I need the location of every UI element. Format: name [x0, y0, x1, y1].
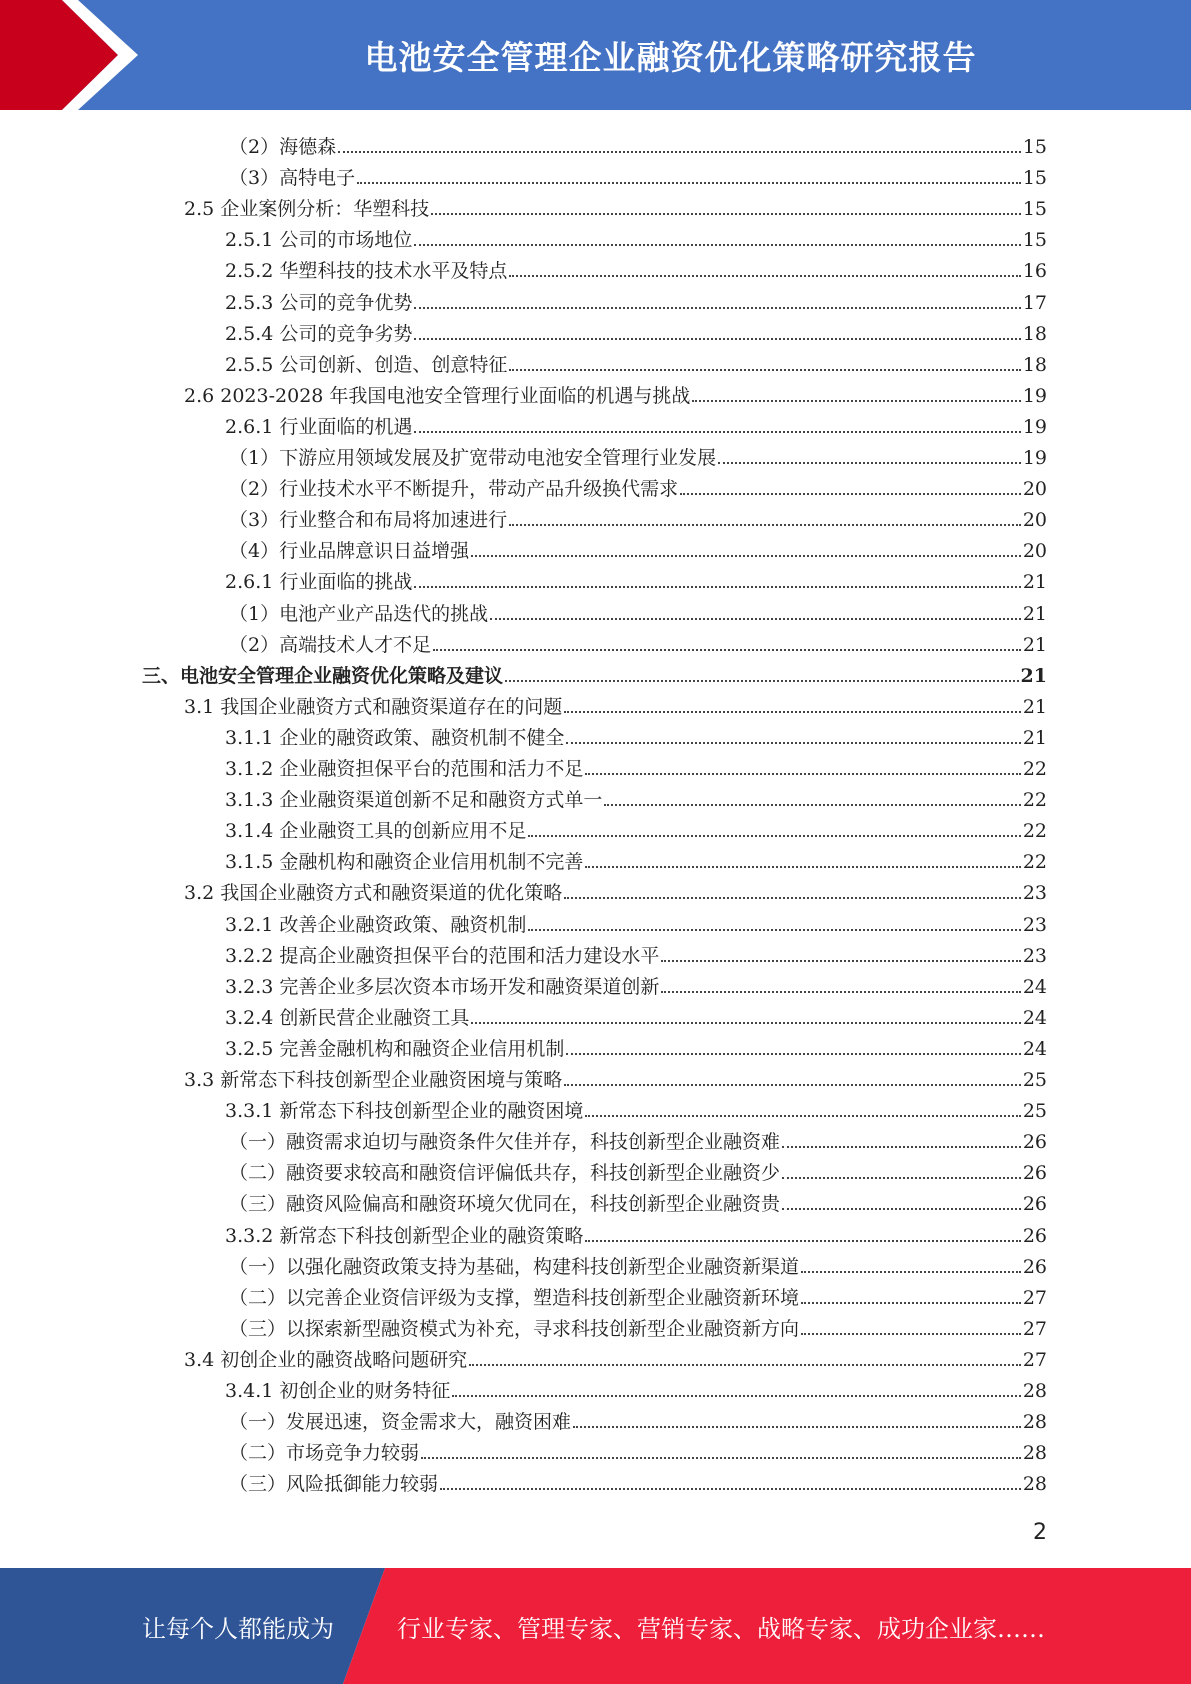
toc-entry-label: （二）融资要求较高和融资信评偏低共存，科技创新型企业融资少 [229, 1162, 781, 1185]
toc-entry-label: （一）以强化融资政策支持为基础，构建科技创新型企业融资新渠道 [229, 1255, 800, 1278]
report-title: 电池安全管理企业融资优化策略研究报告 [364, 37, 977, 77]
toc-entry[interactable] [229, 1434, 1047, 1465]
toc-entry-page: 20 [1022, 540, 1047, 563]
footer-slogan-right: 行业专家、管理专家、营销专家、战略专家、成功企业家…… [397, 1614, 1045, 1643]
toc-dot-leader [585, 773, 1020, 775]
toc-entry-page: 28 [1022, 1442, 1047, 1465]
toc-entry[interactable] [229, 501, 1047, 532]
toc-entry[interactable] [184, 1061, 1047, 1092]
toc-entry-page: 23 [1022, 913, 1047, 936]
toc-entry-page: 25 [1022, 1100, 1047, 1123]
toc-entry[interactable] [229, 1279, 1047, 1310]
toc-entry[interactable] [184, 377, 1047, 408]
toc-entry-page: 21 [1022, 726, 1047, 749]
toc-entry-page: 21 [1022, 571, 1047, 594]
toc-entry[interactable] [225, 315, 1047, 346]
toc-entry-label: （3）行业整合和布局将加速进行 [229, 509, 508, 532]
toc-entry-label: 2.5.5 公司创新、创造、创意特征 [225, 353, 508, 376]
toc-entry-page: 28 [1022, 1380, 1047, 1402]
toc-dot-leader [338, 151, 1021, 153]
toc-entry[interactable] [229, 1248, 1047, 1279]
toc-entry-page: 26 [1022, 1131, 1047, 1154]
toc-entry[interactable] [229, 532, 1047, 563]
toc-dot-leader [509, 275, 1020, 277]
toc-entry-label: （三）风险抵御能力较弱 [229, 1473, 439, 1496]
toc-entry-page: 17 [1022, 291, 1047, 314]
toc-entry-page: 21 [1020, 664, 1047, 687]
toc-entry-label: 2.5 企业案例分析：华塑科技 [184, 198, 430, 221]
toc-entry[interactable] [229, 595, 1047, 626]
toc-dot-leader [782, 1146, 1021, 1148]
toc-entry[interactable] [184, 874, 1047, 905]
toc-dot-leader [431, 213, 1021, 215]
toc-entry-page: 18 [1022, 322, 1047, 345]
toc-entry-label: 3.2.4 创新民营企业融资工具 [225, 1006, 470, 1029]
toc-entry-label: （三）融资风险偏高和融资环境欠优同在，科技创新型企业融资贵 [229, 1193, 781, 1216]
toc-entry[interactable] [229, 439, 1047, 470]
toc-dot-leader [661, 991, 1020, 993]
toc-entry-page: 16 [1022, 260, 1047, 283]
toc-entry[interactable] [225, 408, 1047, 439]
toc-entry-label: 3.1.2 企业融资担保平台的范围和活力不足 [225, 758, 584, 780]
toc-entry-page: 26 [1022, 1193, 1047, 1216]
toc-entry[interactable] [229, 470, 1047, 501]
toc-dot-leader [564, 1084, 1021, 1086]
toc-entry[interactable] [225, 563, 1047, 594]
toc-entry-page: 25 [1022, 1069, 1047, 1091]
toc-dot-leader [509, 524, 1021, 526]
toc-entry[interactable] [229, 128, 1047, 159]
toc-dot-leader [421, 1457, 1021, 1459]
toc-entry-page: 22 [1022, 789, 1047, 812]
toc-entry[interactable] [225, 906, 1047, 937]
toc-entry-page: 24 [1022, 1006, 1047, 1029]
toc-dot-leader [585, 866, 1020, 868]
toc-entry[interactable] [229, 626, 1047, 657]
toc-entry-label: 3.3.1 新常态下科技创新型企业的融资困境 [225, 1100, 584, 1123]
toc-entry-label: 3.1.3 企业融资渠道创新不足和融资方式单一 [225, 789, 603, 812]
toc-dot-leader [585, 1115, 1020, 1117]
toc-dot-leader [801, 1302, 1021, 1304]
toc-entry-page: 28 [1022, 1411, 1047, 1434]
toc-entry-label: 3.4.1 初创企业的财务特征 [225, 1380, 451, 1402]
toc-entry-page: 15 [1022, 167, 1047, 190]
toc-entry-page: 19 [1022, 384, 1047, 407]
footer-slogan-left: 让每个人都能成为 [142, 1614, 334, 1643]
header-arrow-icon [0, 0, 160, 110]
toc-entry[interactable] [225, 781, 1047, 812]
page-header [0, 0, 1191, 110]
toc-dot-leader [566, 742, 1020, 744]
toc-entry[interactable] [184, 190, 1047, 221]
toc-dot-leader [661, 960, 1020, 962]
toc-entry[interactable] [184, 1341, 1047, 1372]
toc-entry-label: 2.5.2 华塑科技的技术水平及特点 [225, 260, 508, 283]
toc-dot-leader [680, 493, 1021, 495]
toc-dot-leader [528, 835, 1020, 837]
toc-entry[interactable] [229, 1465, 1047, 1496]
toc-entry-page: 19 [1022, 415, 1047, 438]
toc-entry[interactable] [225, 999, 1047, 1030]
toc-entry-page: 15 [1022, 198, 1047, 221]
toc-dot-leader [440, 1488, 1021, 1490]
toc-entry-page: 27 [1022, 1286, 1047, 1309]
toc-entry[interactable] [229, 1310, 1047, 1341]
toc-dot-leader [566, 1053, 1020, 1055]
toc-entry[interactable] [225, 968, 1047, 999]
toc-entry-label: （2）行业技术水平不断提升，带动产品升级换代需求 [229, 478, 679, 501]
toc-dot-leader [782, 1177, 1021, 1179]
toc-entry-label: 3.2.5 完善金融机构和融资企业信用机制 [225, 1037, 565, 1060]
toc-entry-label: （2）海德森 [229, 136, 337, 158]
toc-entry-label: 3.2.1 改善企业融资政策、融资机制 [225, 913, 527, 936]
toc-entry-label: 3.2.2 提高企业融资担保平台的范围和活力建设水平 [225, 944, 660, 967]
toc-entry-page: 28 [1022, 1473, 1047, 1496]
toc-entry-page: 26 [1022, 1162, 1047, 1185]
toc-entry-label: 3.3.2 新常态下科技创新型企业的融资策略 [225, 1224, 584, 1247]
toc-entry-label: 2.5.4 公司的竞争劣势 [225, 322, 413, 345]
toc-entry[interactable] [225, 221, 1047, 252]
toc-entry-page: 23 [1022, 944, 1047, 967]
toc-entry-label: 3.3 新常态下科技创新型企业融资困境与策略 [184, 1069, 563, 1091]
toc-entry-page: 24 [1022, 975, 1047, 998]
toc-entry[interactable] [142, 657, 1047, 688]
toc-dot-leader [528, 929, 1020, 931]
toc-dot-leader [414, 307, 1020, 309]
toc-dot-leader [801, 1333, 1021, 1335]
toc-dot-leader [564, 897, 1021, 899]
toc-entry-page: 21 [1022, 633, 1047, 656]
toc-dot-leader [357, 182, 1021, 184]
toc-dot-leader [471, 555, 1021, 557]
toc-dot-leader [452, 1395, 1020, 1397]
toc-entry-page: 21 [1022, 695, 1047, 718]
toc-entry-label: 3.2.3 完善企业多层次资本市场开发和融资渠道创新 [225, 975, 660, 998]
toc-entry-label: （二）市场竞争力较弱 [229, 1442, 420, 1465]
toc-dot-leader [718, 462, 1021, 464]
toc-entry[interactable] [225, 812, 1047, 843]
toc-entry-label: 3.1.4 企业融资工具的创新应用不足 [225, 820, 527, 843]
toc-entry-page: 22 [1022, 758, 1047, 780]
toc-entry-label: 2.6 2023-2028 年我国电池安全管理行业面临的机遇与挑战 [184, 384, 691, 407]
toc-entry-label: 2.5.1 公司的市场地位 [225, 229, 413, 252]
toc-entry[interactable] [229, 1403, 1047, 1434]
toc-entry-page: 26 [1022, 1224, 1047, 1247]
toc-entry-page: 19 [1022, 447, 1047, 469]
toc-entry-label: （一）发展迅速，资金需求大，融资困难 [229, 1411, 572, 1434]
toc-entry-page: 26 [1022, 1255, 1047, 1278]
toc-entry-label: （一）融资需求迫切与融资条件欠佳并存，科技创新型企业融资难 [229, 1131, 781, 1154]
toc-dot-leader [469, 1364, 1021, 1366]
toc-dot-leader [505, 680, 1019, 682]
toc-entry-label: 2.6.1 行业面临的机遇 [225, 415, 413, 438]
toc-entry[interactable] [225, 284, 1047, 315]
toc-entry-page: 15 [1022, 136, 1047, 158]
toc-entry-label: 三、电池安全管理企业融资优化策略及建议 [142, 664, 504, 687]
toc-entry-label: （2）高端技术人才不足 [229, 633, 432, 656]
toc-dot-leader [573, 1426, 1021, 1428]
toc-entry[interactable] [225, 937, 1047, 968]
toc-dot-leader [692, 400, 1020, 402]
toc-entry[interactable] [225, 1217, 1047, 1248]
toc-entry[interactable] [229, 1185, 1047, 1216]
toc-entry[interactable] [225, 750, 1047, 781]
page-footer [0, 1568, 1191, 1684]
toc-entry-label: （3）高特电子 [229, 167, 356, 190]
toc-entry[interactable] [184, 688, 1047, 719]
toc-entry[interactable] [225, 1092, 1047, 1123]
toc-dot-leader [564, 711, 1021, 713]
toc-entry-label: 3.1.1 企业的融资政策、融资机制不健全 [225, 726, 565, 749]
toc-dot-leader [471, 1022, 1020, 1024]
toc-entry[interactable] [229, 159, 1047, 190]
toc-entry[interactable] [225, 252, 1047, 283]
toc-dot-leader [414, 338, 1020, 340]
toc-entry-label: 3.1.5 金融机构和融资企业信用机制不完善 [225, 851, 584, 874]
toc-entry-label: （三）以探索新型融资模式为补充，寻求科技创新型企业融资新方向 [229, 1317, 800, 1340]
toc-entry[interactable] [225, 346, 1047, 377]
toc-entry-page: 27 [1022, 1348, 1047, 1371]
toc-dot-leader [801, 1271, 1021, 1273]
toc-entry-page: 20 [1022, 509, 1047, 532]
toc-entry[interactable] [225, 719, 1047, 750]
toc-entry-label: （1）电池产业产品迭代的挑战 [229, 602, 489, 625]
toc-entry[interactable] [229, 1154, 1047, 1185]
toc-entry-label: 2.5.3 公司的竞争优势 [225, 291, 413, 314]
toc-dot-leader [490, 618, 1021, 620]
toc-dot-leader [782, 1208, 1021, 1210]
toc-entry-page: 22 [1022, 820, 1047, 843]
toc-dot-leader [585, 1240, 1020, 1242]
toc-entry-label: 2.6.1 行业面临的挑战 [225, 571, 413, 594]
toc-dot-leader [604, 804, 1020, 806]
toc-entry[interactable] [225, 1372, 1047, 1403]
toc-entry-label: 3.1 我国企业融资方式和融资渠道存在的问题 [184, 695, 563, 718]
toc-dot-leader [414, 431, 1020, 433]
toc-dot-leader [414, 586, 1020, 588]
toc-entry-page: 22 [1022, 851, 1047, 874]
page-number: 2 [1033, 1520, 1047, 1545]
toc-entry-label: 3.4 初创企业的融资战略问题研究 [184, 1348, 468, 1371]
toc-entry-label: 3.2 我国企业融资方式和融资渠道的优化策略 [184, 882, 563, 905]
toc-entry-label: （4）行业品牌意识日益增强 [229, 540, 470, 563]
toc-entry-label: （1）下游应用领域发展及扩宽带动电池安全管理行业发展 [229, 447, 717, 469]
toc-entry-page: 23 [1022, 882, 1047, 905]
toc-entry-page: 27 [1022, 1317, 1047, 1340]
toc-entry[interactable] [225, 843, 1047, 874]
toc-dot-leader [414, 244, 1020, 246]
toc-entry-page: 21 [1022, 602, 1047, 625]
toc-entry-page: 24 [1022, 1037, 1047, 1060]
toc-entry-page: 18 [1022, 353, 1047, 376]
toc-entry-label: （二）以完善企业资信评级为支撑，塑造科技创新型企业融资新环境 [229, 1286, 800, 1309]
toc-entry-page: 15 [1022, 229, 1047, 252]
toc-dot-leader [433, 649, 1021, 651]
toc-entry-page: 20 [1022, 478, 1047, 501]
toc-entry[interactable] [225, 1030, 1047, 1061]
toc-dot-leader [509, 369, 1020, 371]
toc-entry[interactable] [229, 1123, 1047, 1154]
